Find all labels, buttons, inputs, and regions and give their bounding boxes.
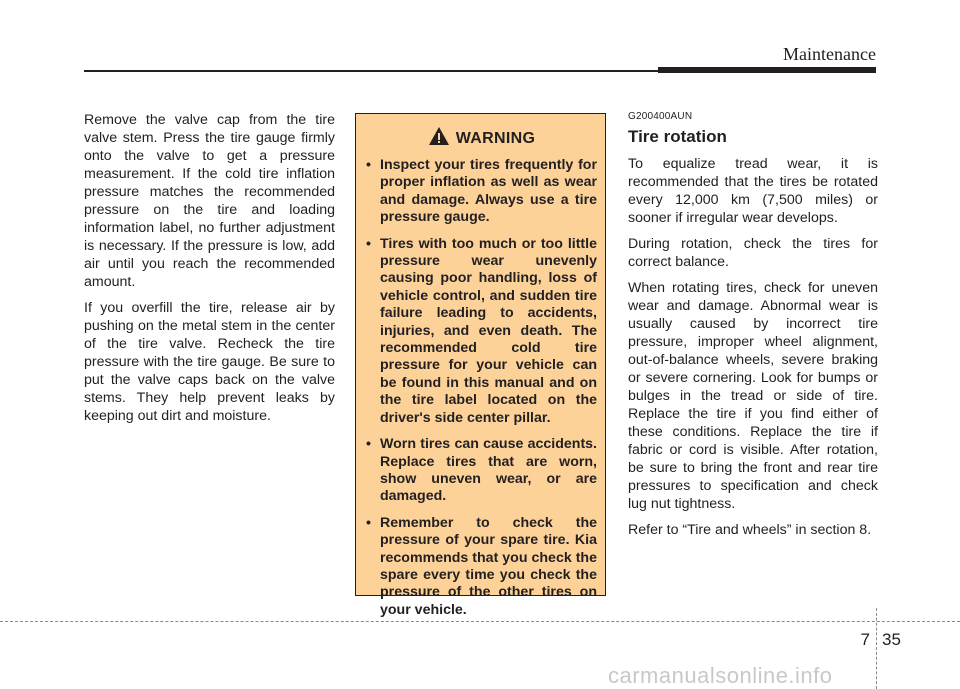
warning-box [355, 113, 606, 618]
paragraph: If you overfill the tire, release air by pushing on the metal stem in the center of the tire valve. Recheck the tire pressure with the tire gauge. Be sure to put the valve caps back on the valve stems. They help prevent leaks by keeping out dirt and moisture. [84, 300, 335, 424]
right-column [628, 111, 878, 547]
warning-item: • Tires with too much or too little pressure wear unevenly causing poor handling, loss of vehicle control, and sudden tire failure leading to accidents, injuries, and even death. The recommended cold tire pressure for your vehicle can be found in this manual and on the tire label located on the driver's side center pillar. [366, 236, 597, 427]
paragraph: When rotating tires, check for uneven wear and damage. Abnormal wear is usually caused by incorrect tire pressure, improper wheel alignment, out-of-balance wheels, severe braking or severe cornering. Look for bumps or bulges in the tread or side of tire. Replace the tire if you find either of these conditions. Replace the tire if fabric or cord is visible. After rotation, be sure to bring the front and rear tire pressures to specification and check lug nut tightness. [628, 280, 878, 512]
section-code: G200400AUN [628, 111, 693, 122]
warning-list [366, 157, 597, 619]
warning-triangle-icon [428, 126, 456, 151]
page-header-title: Maintenance [783, 44, 876, 64]
left-column [84, 111, 335, 433]
section-title: Tire rotation [628, 127, 727, 146]
paragraph: Refer to “Tire and wheels” in section 8. [628, 522, 872, 538]
header-rule [84, 70, 658, 72]
header-rule-thick [658, 67, 876, 73]
paragraph: Remove the valve cap from the tire valve stem. Press the tire gauge firmly onto the valve to get a pressure measurement. If the cold tire inflation pressure matches the recommended pressure on the tire and loading information label, no further adjustment is necessary. If the pressure is low, add air until you reach the recommended amount. [84, 112, 335, 290]
page-number: 35 [882, 630, 901, 649]
warning-item: • Worn tires can cause accidents. Replace tires that are worn, show uneven wear, or are damaged. [366, 436, 597, 506]
warning-item: • Remember to check the pressure of your spare tire. Kia recommends that you check the spare every time you check the pressure of the other tires on your vehicle. [366, 515, 597, 619]
warning-item: • Inspect your tires frequently for proper inflation as well as wear and damage. Always use a tire pressure gauge. [366, 157, 597, 227]
paragraph: During rotation, check the tires for correct balance. [628, 236, 878, 270]
watermark: carmanualsonline.info [608, 663, 833, 688]
warning-title: WARNING [455, 129, 536, 147]
footer-dashed-line [0, 621, 960, 622]
footer-vertical-dashed-line [876, 608, 877, 689]
chapter-number: 7 [860, 630, 870, 649]
warning-header [366, 126, 597, 151]
paragraph: To equalize tread wear, it is recommended that the tires be rotated every 12,000 km (7,500 miles) or sooner if irregular wear develops. [628, 156, 878, 226]
